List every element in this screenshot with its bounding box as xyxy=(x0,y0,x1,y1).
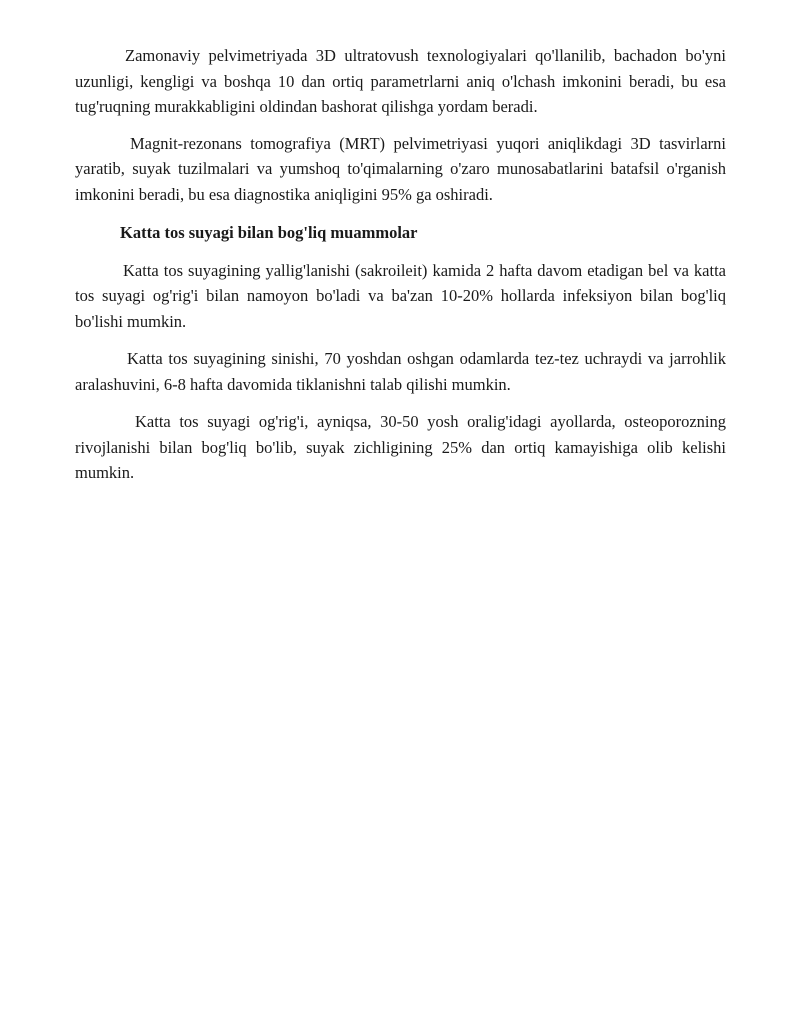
paragraph-3d-ultrasound: Zamonaviy pelvimetriyada 3D ultratovush texnologiyalari qo'llanilib, bachadon bo'yni uzunligi, kengligi va boshqa 10 dan ortiq parametrlarni aniq o'lchash imkonini beradi, bu esa tug'ruqning murakkabligini oldindan bashorat qilishga yordam beradi. xyxy=(75,46,726,116)
paragraph-sacroiliitis: Katta tos suyagining yallig'lanishi (sakroileit) kamida 2 hafta davom etadigan bel va katta tos suyagi og'rig'i bilan namoyon bo'ladi va ba'zan 10-20% hollarda infeksiyon bilan bog'liq bo'lishi mumkin. xyxy=(75,260,726,331)
paragraph-mrt-pelvimetry: Magnit-rezonans tomografiya (MRT) pelvimetriyasi yuqori aniqlikdagi 3D tasvirlarni yaratib, suyak tuzilmalari va yumshoq to'qimalarning o'zaro munosabatlarini batafsil o'rganish imkonini beradi, bu esa diagnostika aniqligini 95% ga oshiradi. xyxy=(75,133,726,204)
paragraph-fracture: Katta tos suyagining sinishi, 70 yoshdan oshgan odamlarda tez-tez uchraydi va jarrohlik aralashuvini, 6-8 hafta davomida tiklanishni talab qilishi mumkin. xyxy=(75,349,726,394)
section-heading: Katta tos suyagi bilan bog'liq muammolar xyxy=(120,223,418,242)
paragraph-osteoporosis: Katta tos suyagi og'rig'i, ayniqsa, 30-50 yosh oralig'idagi ayollarda, osteoporozning rivojlanishi bilan bog'liq bo'lib, suyak zichligining 25% dan ortiq kamayishiga olib kelishi mumkin. xyxy=(75,412,726,483)
document-body xyxy=(75,43,726,486)
